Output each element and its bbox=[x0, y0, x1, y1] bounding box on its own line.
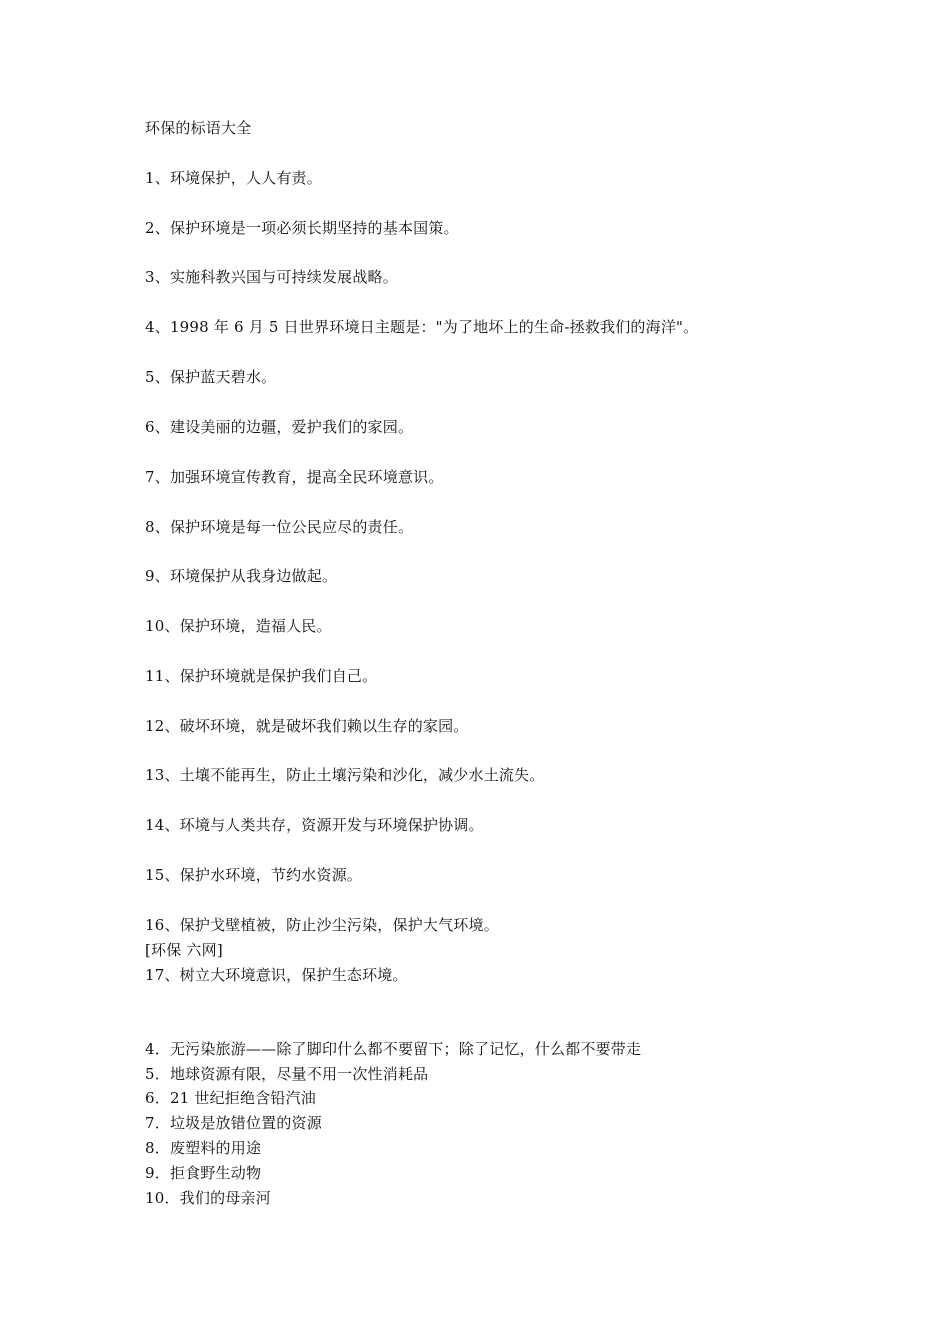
slogan-line: 16、保护戈壁植被，防止沙尘污染，保护大气环境。 bbox=[145, 916, 499, 934]
slogan-line: 9、环境保护从我身边做起。 bbox=[145, 567, 338, 585]
slogan-line: 5、保护蓝天碧水。 bbox=[145, 368, 277, 386]
slogan-line: 12、破坏环境，就是破坏我们赖以生存的家园。 bbox=[145, 717, 469, 735]
topic-line: 5．地球资源有限，尽量不用一次性消耗品 bbox=[145, 1065, 429, 1083]
slogan-line: 8、保护环境是每一位公民应尽的责任。 bbox=[145, 518, 414, 536]
slogan-line: 6、建设美丽的边疆，爱护我们的家园。 bbox=[145, 418, 414, 436]
topic-line: 9．拒食野生动物 bbox=[145, 1164, 262, 1182]
slogan-line: 10、保护环境，造福人民。 bbox=[145, 617, 332, 635]
slogan-line: 17、树立大环境意识，保护生态环境。 bbox=[145, 966, 408, 984]
document-title: 环保的标语大全 bbox=[145, 119, 252, 137]
slogan-line: 1、环境保护，人人有责。 bbox=[145, 169, 322, 187]
topic-line: 6．21 世纪拒绝含铅汽油 bbox=[145, 1089, 316, 1107]
slogan-line: 11、保护环境就是保护我们自己。 bbox=[145, 667, 378, 685]
topic-line: 8．废塑料的用途 bbox=[145, 1139, 262, 1157]
slogan-line: 14、环境与人类共存，资源开发与环境保护协调。 bbox=[145, 816, 484, 834]
slogan-line: 3、实施科教兴国与可持续发展战略。 bbox=[145, 268, 398, 286]
source-note: [环保 六网] bbox=[145, 941, 223, 959]
slogan-line: 2、保护环境是一项必须长期坚持的基本国策。 bbox=[145, 219, 459, 237]
topic-line: 4．无污染旅游——除了脚印什么都不要留下；除了记忆，什么都不要带走 bbox=[145, 1040, 642, 1058]
slogan-line: 13、土壤不能再生，防止土壤污染和沙化，减少水土流失。 bbox=[145, 766, 545, 784]
slogan-line: 7、加强环境宣传教育，提高全民环境意识。 bbox=[145, 468, 444, 486]
topic-line: 10．我们的母亲河 bbox=[145, 1189, 271, 1207]
topic-line: 7．垃圾是放错位置的资源 bbox=[145, 1114, 322, 1132]
slogan-line: 4、1998 年 6 月 5 日世界环境日主题是："为了地坏上的生命-拯救我们的海洋"。 bbox=[145, 318, 699, 336]
slogan-line: 15、保护水环境，节约水资源。 bbox=[145, 866, 363, 884]
